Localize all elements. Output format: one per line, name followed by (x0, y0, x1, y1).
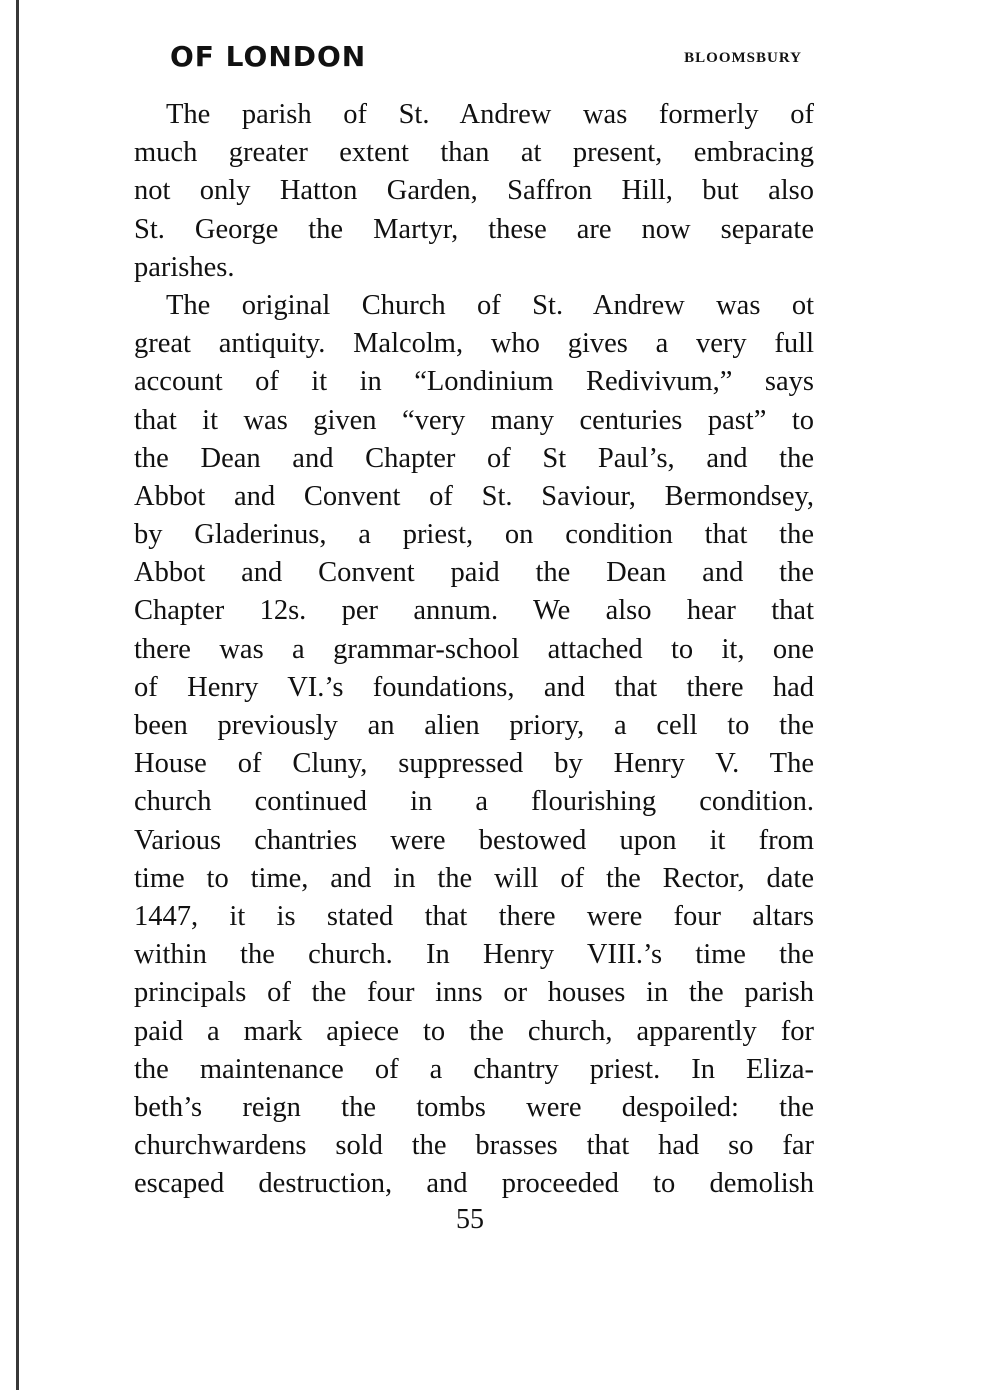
text-line: been previously an alien priory, a cell to the (134, 710, 814, 741)
binding-edge (16, 0, 19, 1390)
text-line: House of Cluny, suppressed by Henry V. The (134, 748, 814, 780)
text-line: St. George the Martyr, these are now separate (134, 213, 814, 245)
text-line: The original Church of St. Andrew was ot (166, 289, 814, 321)
text-line: escaped destruction, and proceeded to demolish (134, 1168, 814, 1200)
text-line: Abbot and Convent of St. Saviour, Bermondsey, (134, 480, 814, 512)
text-line: the maintenance of a chantry priest. In Eliza- (134, 1053, 814, 1085)
text-line: Chapter 12s. per annum. We also hear that (134, 595, 814, 627)
text-line: church continued in a flourishing condition. (134, 786, 814, 818)
text-line: 1447, it is stated that there were four altars (134, 900, 814, 932)
text-line: churchwardens sold the brasses that had so far (134, 1130, 814, 1162)
text-line: time to time, and in the will of the Rector, date (134, 862, 814, 894)
text-line: principals of the four inns or houses in the parish (134, 977, 814, 1009)
text-line: parishes. (134, 251, 235, 283)
text-line: paid a mark apiece to the church, apparently for (134, 1015, 814, 1047)
text-line: beth’s reign the tombs were despoiled: the (134, 1091, 814, 1123)
text-line: Various chantries were bestowed upon it from (134, 824, 814, 856)
text-line: much greater extent than at present, embracing (134, 137, 814, 169)
text-line: within the church. In Henry VIII.’s time the (134, 939, 814, 971)
text-line: there was a grammar-school attached to it, one (134, 633, 814, 665)
running-head-right: BLOOMSBURY (684, 50, 802, 66)
page-number: 55 (456, 1204, 484, 1235)
text-line: great antiquity. Malcolm, who gives a very full (134, 328, 814, 360)
text-line: by Gladerinus, a priest, on condition that the (134, 519, 814, 551)
text-line: account of it in “Londinium Redivivum,” says (134, 366, 814, 398)
running-header (170, 40, 802, 84)
running-head-left: OF LONDON (170, 40, 367, 73)
body-text (134, 96, 814, 1203)
text-line: the Dean and Chapter of St Paul’s, and the (134, 442, 814, 474)
text-line: of Henry VI.’s foundations, and that there had (134, 671, 814, 703)
text-line: not only Hatton Garden, Saffron Hill, but also (134, 175, 814, 207)
text-line: The parish of St. Andrew was formerly of (166, 99, 814, 130)
text-line: that it was given “very many centuries past” to (134, 404, 814, 436)
text-line: Abbot and Convent paid the Dean and the (134, 557, 814, 589)
